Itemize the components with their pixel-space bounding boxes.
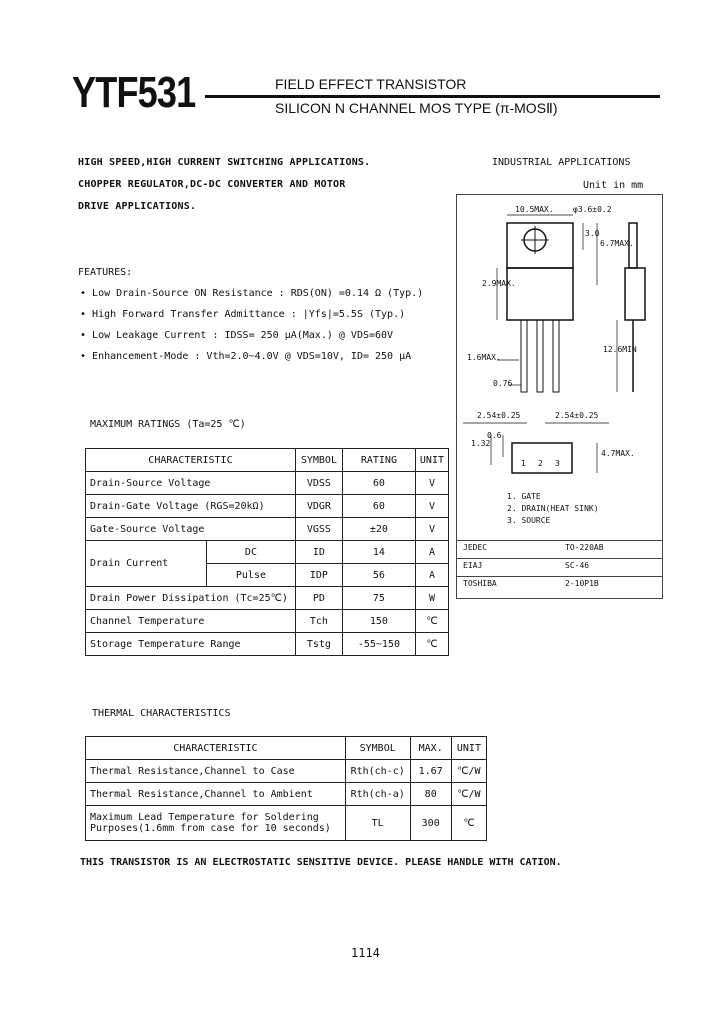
part-number: YTF531 (72, 68, 196, 117)
dim-width: 10.5MAX. (515, 205, 554, 214)
cell-characteristic: Gate-Source Voltage (86, 518, 296, 541)
cell-unit: A (415, 541, 448, 564)
column-header: RATING (342, 449, 415, 472)
cell-rating: 60 (342, 495, 415, 518)
feature-item: • Low Leakage Current : IDSS= 250 μA(Max.) @ VDS=60V (80, 330, 394, 341)
body-outline (507, 268, 573, 320)
cell-rating: 60 (342, 472, 415, 495)
lead-drain (537, 320, 543, 392)
device-subtitle: SILICON N CHANNEL MOS TYPE (π-MOSⅡ) (275, 100, 558, 116)
dim-6-7: 6.7MAX. (600, 239, 634, 248)
cell-characteristic: Storage Temperature Range (86, 633, 296, 656)
lead-source (553, 320, 559, 392)
cell-unit: V (415, 495, 448, 518)
dim-0-76: 0.76 (493, 379, 513, 388)
pin-number: 2 (538, 459, 543, 468)
application-line: DRIVE APPLICATIONS. (78, 201, 197, 212)
dim-2-9: 2.9MAX. (482, 279, 516, 288)
table-row (86, 633, 449, 656)
feature-item: • High Forward Transfer Admittance : |Yfs|=5.5S (Typ.) (80, 309, 406, 320)
unit-label: Unit in mm (583, 180, 644, 191)
table-row (86, 783, 487, 806)
cell-unit: ℃/W (451, 783, 486, 806)
side-body (625, 268, 645, 320)
table-row (86, 495, 449, 518)
cell-symbol: VDSS (295, 472, 342, 495)
cell-symbol: ID (295, 541, 342, 564)
feature-item: • Low Drain-Source ON Resistance : RDS(ON) =0.14 Ω (Typ.) (80, 288, 424, 299)
cell-unit: V (415, 472, 448, 495)
standard-name: TOSHIBA (463, 579, 497, 588)
cell-rating: 56 (342, 564, 415, 587)
cell-symbol: Rth(ch-c) (345, 760, 410, 783)
dim-4-7: 4.7MAX. (601, 449, 635, 458)
cell-characteristic: Channel Temperature (86, 610, 296, 633)
cell-symbol: IDP (295, 564, 342, 587)
column-header: CHARACTERISTIC (86, 737, 346, 760)
column-header: MAX. (410, 737, 451, 760)
cell-max: 1.67 (410, 760, 451, 783)
cell-rating: 14 (342, 541, 415, 564)
pin-legend-item: 3. SOURCE (507, 516, 551, 525)
features-block (78, 262, 423, 367)
table-row (86, 518, 449, 541)
lead-gate (521, 320, 527, 392)
page-number: 1114 (351, 946, 380, 960)
features-heading: FEATURES: (78, 267, 133, 278)
cell-rating: 150 (342, 610, 415, 633)
standard-value: TO-220AB (565, 543, 604, 552)
pin-number: 3 (555, 459, 560, 468)
cell-characteristic: Drain-Gate Voltage (RGS=20kΩ) (86, 495, 296, 518)
standard-name: EIAJ (463, 561, 483, 570)
cell-unit: ℃ (415, 633, 448, 656)
cell-subcondition: DC (207, 541, 296, 564)
table-row (86, 472, 449, 495)
standard-value: SC-46 (565, 561, 590, 570)
cell-unit: V (415, 518, 448, 541)
dim-hole: φ3.6±0.2 (573, 205, 612, 214)
cell-symbol: PD (295, 587, 342, 610)
table-row (86, 541, 449, 564)
industrial-applications-label: INDUSTRIAL APPLICATIONS (492, 157, 631, 168)
applications-block (78, 152, 370, 218)
maximum-ratings-table (85, 448, 449, 656)
bottom-view-body (512, 443, 572, 473)
column-header: SYMBOL (295, 449, 342, 472)
esd-warning: THIS TRANSISTOR IS AN ELECTROSTATIC SENSITIVE DEVICE. PLEASE HANDLE WITH CATION. (80, 857, 562, 868)
cell-characteristic: Maximum Lead Temperature for Soldering Purposes(1.6mm from case for 10 seconds) (86, 806, 346, 841)
application-line: CHOPPER REGULATOR,DC-DC CONVERTER AND MOTOR (78, 179, 346, 190)
column-header: UNIT (451, 737, 486, 760)
feature-item: • Enhancement-Mode : Vth=2.0~4.0V @ VDS=10V, ID= 250 μA (80, 351, 412, 362)
cell-subcondition: Pulse (207, 564, 296, 587)
column-header: UNIT (415, 449, 448, 472)
cell-symbol: VGSS (295, 518, 342, 541)
table-row (86, 610, 449, 633)
standard-row (457, 558, 662, 575)
cell-characteristic: Thermal Resistance,Channel to Case (86, 760, 346, 783)
dim-12-6: 12.6MIN (603, 345, 637, 354)
cell-characteristic: Drain Current (86, 541, 207, 587)
dim-3: 3.0 (585, 229, 600, 238)
cell-unit: W (415, 587, 448, 610)
cell-unit: ℃ (451, 806, 486, 841)
column-header: CHARACTERISTIC (86, 449, 296, 472)
standard-row (457, 540, 662, 557)
title-divider (205, 95, 660, 98)
standard-name: JEDEC (463, 543, 488, 552)
standard-value: 2-10P1B (565, 579, 599, 588)
cell-symbol: VDGR (295, 495, 342, 518)
dim-0-6: 0.6 (487, 431, 502, 440)
pin-number: 1 (521, 459, 526, 468)
cell-symbol: TL (345, 806, 410, 841)
dim-pitch-1: 2.54±0.25 (477, 411, 521, 420)
application-line: HIGH SPEED,HIGH CURRENT SWITCHING APPLICATIONS. (78, 157, 371, 168)
dim-1-32: 1.32 (471, 439, 491, 448)
cell-max: 80 (410, 783, 451, 806)
thermal-table (85, 736, 487, 841)
cell-symbol: Tch (295, 610, 342, 633)
table-header-row (86, 449, 449, 472)
standard-row (457, 576, 662, 593)
thermal-heading: THERMAL CHARACTERISTICS (92, 708, 231, 719)
cell-characteristic: Drain-Source Voltage (86, 472, 296, 495)
dim-1-6: 1.6MAX. (467, 353, 501, 362)
cell-characteristic: Thermal Resistance,Channel to Ambient (86, 783, 346, 806)
pin-legend (507, 491, 599, 527)
pin-legend-item: 2. DRAIN(HEAT SINK) (507, 504, 599, 513)
cell-rating: ±20 (342, 518, 415, 541)
table-row (86, 587, 449, 610)
table-row (86, 806, 487, 841)
cell-symbol: Rth(ch-a) (345, 783, 410, 806)
column-header: SYMBOL (345, 737, 410, 760)
cell-unit: A (415, 564, 448, 587)
device-title: FIELD EFFECT TRANSISTOR (275, 76, 467, 92)
cell-unit: ℃/W (451, 760, 486, 783)
cell-rating: -55~150 (342, 633, 415, 656)
dim-pitch-2: 2.54±0.25 (555, 411, 599, 420)
cell-max: 300 (410, 806, 451, 841)
cell-rating: 75 (342, 587, 415, 610)
package-outline-box (456, 194, 663, 599)
table-header-row (86, 737, 487, 760)
pin-legend-item: 1. GATE (507, 492, 541, 501)
cell-symbol: Tstg (295, 633, 342, 656)
cell-unit: ℃ (415, 610, 448, 633)
table-row (86, 760, 487, 783)
ratings-heading: MAXIMUM RATINGS (Ta=25 ℃) (90, 419, 246, 430)
cell-characteristic: Drain Power Dissipation (Tc=25℃) (86, 587, 296, 610)
